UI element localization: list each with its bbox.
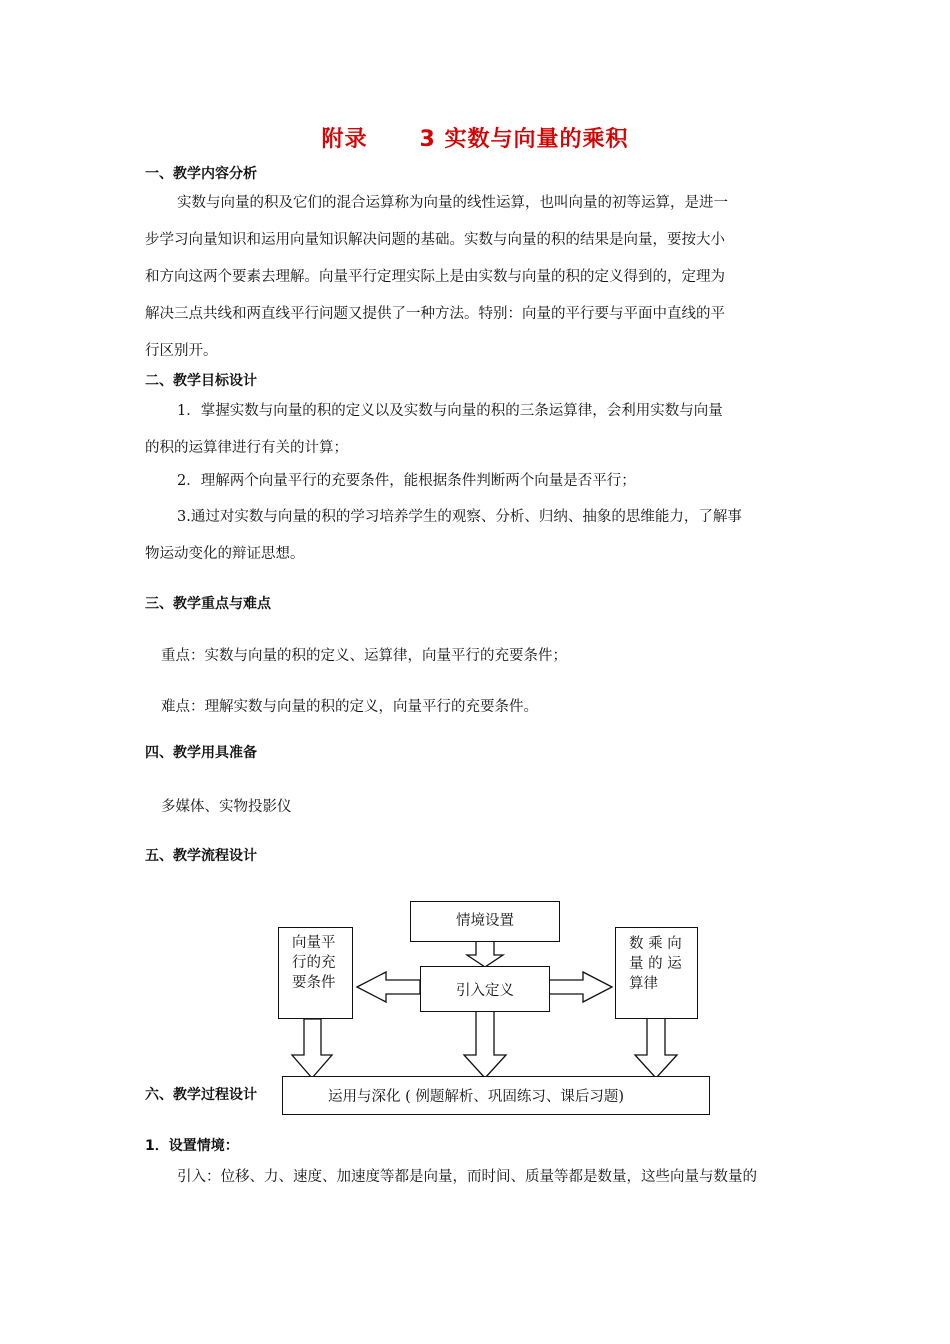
text-line: 3.通过对实数与向量的积的学习培养学生的观察、分析、归纳、抽象的思维能力，了解事	[177, 509, 742, 525]
flow-label-line: 要条件	[292, 975, 336, 991]
text-line: 引入：位移、力、速度、加速度等都是向量，而时间、质量等都是数量，这些向量与数量的	[177, 1169, 757, 1185]
heading-process-design: 六、教学过程设计	[145, 1087, 257, 1103]
arrow-down-right	[635, 1018, 677, 1078]
flow-label-situation: 情境设置	[456, 913, 514, 929]
text-line: 行区别开。	[145, 343, 218, 359]
text-line: 解决三点共线和两直线平行问题又提供了一种方法。特别：向量的平行要与平面中直线的平	[145, 306, 725, 322]
flow-label-line: 量 的 运	[629, 956, 682, 972]
arrow-down-left	[292, 1019, 332, 1078]
text-line: 多媒体、实物投影仪	[161, 799, 292, 815]
heading-tools: 四、教学用具准备	[145, 745, 257, 761]
flow-box-scalar-laws	[615, 927, 698, 1019]
heading-content-analysis: 一、教学内容分析	[145, 166, 257, 182]
arrow-down-top	[467, 941, 503, 967]
heading-objectives: 二、教学目标设计	[145, 373, 257, 389]
flow-label-line: 向量平	[292, 935, 336, 951]
text-line: 重点：实数与向量的积的定义、运算律，向量平行的充要条件；	[161, 648, 567, 664]
arrow-double-right	[549, 972, 612, 1002]
text-line: 1．掌握实数与向量的积的定义以及实数与向量的积的三条运算律，会利用实数与向量	[177, 403, 723, 419]
title-part2: 3 实数与向量的乘积	[419, 127, 629, 152]
text-line: 实数与向量的积及它们的混合运算称为向量的线性运算，也叫向量的初等运算，是进一	[177, 195, 728, 211]
text-line: 物运动变化的辩证思想。	[145, 546, 305, 562]
text-line: 2．理解两个向量平行的充要条件，能根据条件判断两个向量是否平行；	[177, 473, 636, 489]
flow-label-line: 数 乘 向	[629, 936, 682, 952]
flow-box-application	[282, 1076, 710, 1115]
heading-set-situation: 1．设置情境：	[145, 1138, 239, 1154]
flow-box-definition	[420, 966, 550, 1012]
text-line: 步学习向量知识和运用向量知识解决问题的基础。实数与向量的积的结果是向量，要按大小	[145, 232, 725, 248]
flow-label-application: 运用与深化 ( 例题解析、巩固练习、课后习题)	[328, 1089, 625, 1105]
heading-flow-design: 五、教学流程设计	[145, 848, 257, 864]
heading-key-points: 三、教学重点与难点	[145, 596, 271, 612]
title-part1: 附录	[321, 127, 368, 152]
flow-box-situation	[410, 901, 560, 942]
text-line: 难点：理解实数与向量的积的定义，向量平行的充要条件。	[161, 699, 538, 715]
arrow-down-center	[464, 1011, 506, 1078]
text-line: 的积的运算律进行有关的计算；	[145, 440, 348, 456]
flow-label-definition: 引入定义	[456, 983, 514, 999]
arrow-double-left	[357, 972, 420, 1002]
flow-label-line: 行的充	[292, 955, 336, 971]
flow-box-parallel-condition	[278, 927, 353, 1019]
text-line: 和方向这两个要素去理解。向量平行定理实际上是由实数与向量的积的定义得到的，定理为	[145, 269, 725, 285]
flow-label-line: 算律	[629, 976, 658, 992]
